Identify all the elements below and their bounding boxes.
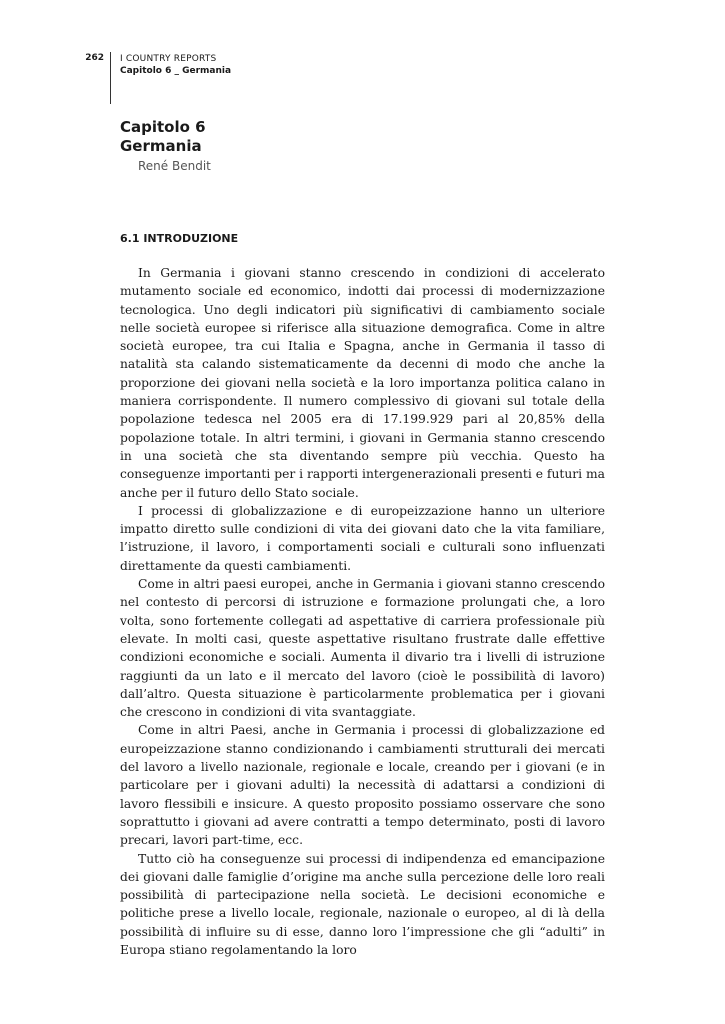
page-number: 262 [85,53,104,63]
running-header-chapter: Capitolo 6 _ Germania [120,66,232,76]
paragraph: In Germania i giovani stanno crescendo in condizioni di accelerato mutamento sociale ed economico, indotti dai processi di modernizzazione tecnologica. Uno degli indicatori più significativi di cambiamento sociale nelle società europee si riferisce alla situazione demografica. Come in altre società europee, tra cui Italia e Spagna, anche in Germania il tasso di natalità sta calando sistematicamente da decenni di modo che anche la proporzione dei giovani nella società e la loro importanza politica calano in maniera corrispondente. Il numero complessivo di giovani sul totale della popolazione tedesca nel 2005 era di 17.199.929 pari al 20,85% della popolazione totale. In altri termini, i giovani in Germania stanno crescendo in una società che sta diventando sempre più vecchia. Questo ha conseguenze importanti per i rapporti intergenerazionali presenti e futuri ma anche per il futuro dello Stato sociale. [120,266,605,500]
paragraph: Come in altri Paesi, anche in Germania i processi di globalizzazione ed europeizzazione stanno condizionando i cambiamenti strutturali dei mercati del lavoro a livello nazionale, regionale e locale, creando per i giovani (e in particolare per i giovani adulti) la necessità di adattarsi a condizioni di lavoro flessibili e insicure. A questo proposito possiamo osservare che sono soprattutto i giovani ad avere contratti a tempo determinato, posti di lavoro precari, lavori part-time, ecc. [120,723,605,848]
running-header [120,53,231,77]
paragraph: I processi di globalizzazione e di europeizzazione hanno un ulteriore impatto diretto sulle condizioni di vita dei giovani dato che la vita familiare, l’istruzione, il lavoro, i comportamenti sociali e culturali sono influenzati direttamente da questi cambiamenti. [120,503,605,573]
paragraph: Come in altri paesi europei, anche in Germania i giovani stanno crescendo nel contesto di percorsi di istruzione e formazione prolungati che, a loro volta, sono fortemente collegati ad aspettative di carriera professionale più elevate. In molti casi, queste aspettative risultano frustrate dalle effettive condizioni economiche e sociali. Aumenta il divario tra i livelli di istruzione raggiunti da un lato e il mercato del lavoro (cioè le possibilità di lavoro) dall’altro. Questa situazione è particolarmente problematica per i giovani che crescono in condizioni di vita svantaggiate. [120,577,605,720]
paragraph: Tutto ciò ha conseguenze sui processi di indipendenza ed emancipazione dei giovani dalle famiglie d’origine ma anche sulla percezione delle loro reali possibilità di partecipazione nella società. Le decisioni economiche e politiche prese a livello locale, regionale, nazionale o europeo, al di là della possibilità di influire su di esse, danno loro l’impressione che gli “adulti” in Europa stiano regolamentando la loro [120,851,605,957]
chapter-title-block [120,118,211,174]
chapter-title: Germania [120,137,202,155]
body-text [120,264,605,959]
section-heading: 6.1 INTRODUZIONE [120,232,239,245]
chapter-author: René Bendit [138,159,211,173]
running-header-section: I COUNTRY REPORTS [120,54,217,64]
header-divider [110,52,111,104]
chapter-number: Capitolo 6 [120,118,206,136]
